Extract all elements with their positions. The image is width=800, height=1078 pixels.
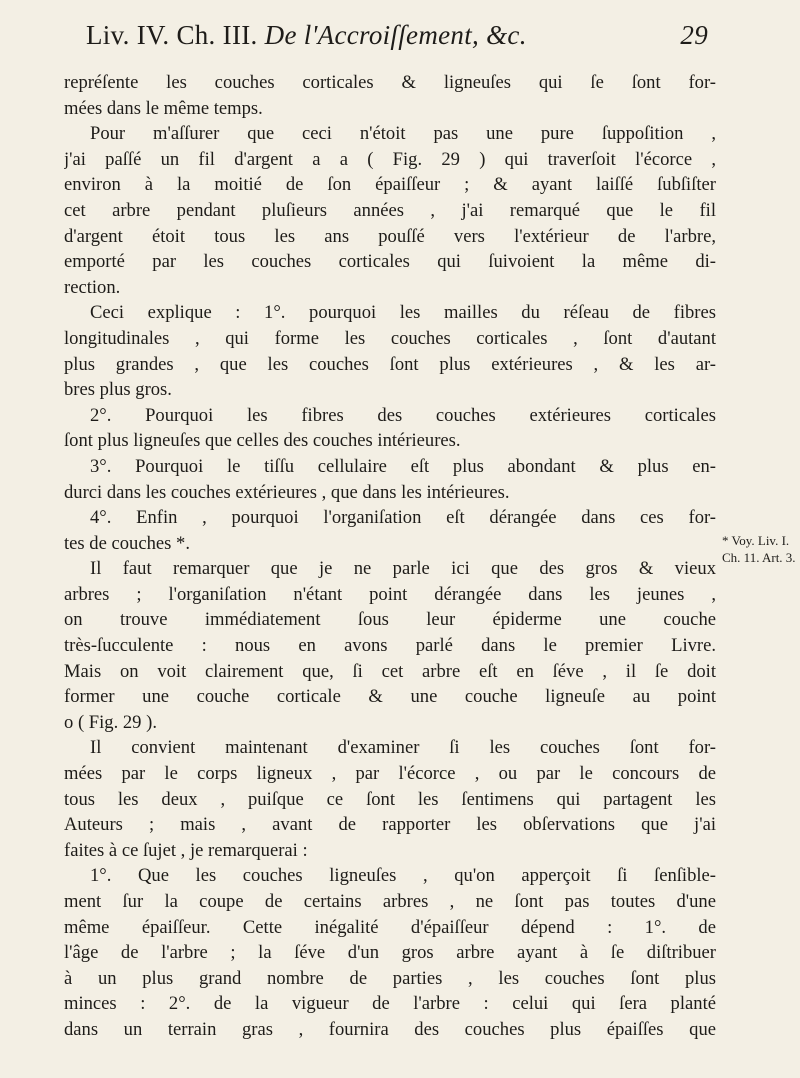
text-line: Pour m'aſſurer que ceci n'étoit pas une pure ſuppoſition , — [90, 123, 716, 145]
text-line: 3°. Pourquoi le tiſſu cellulaire eſt plus abondant & plus en- — [90, 455, 716, 477]
text-line: 4°. Enfin , pourquoi l'organiſation eſt dérangée dans ces for- — [90, 507, 716, 529]
text-line: environ à la moitié de ſon épaiſſeur ; & ayant laiſſé ſubſiſter — [64, 174, 716, 196]
margin-note — [722, 532, 800, 566]
margin-note-line: Ch. 11. Art. 3. — [722, 550, 796, 565]
text-line: 1°. Que les couches ligneuſes , qu'on apperçoit ſi ſenſible- — [90, 865, 716, 887]
page-number: 29 — [680, 20, 708, 50]
text-line: on trouve immédiatement ſous leur épiderme une couche — [64, 609, 716, 631]
text-line: mées par le corps ligneux , par l'écorce , ou par le concours de — [64, 763, 716, 785]
text-line: d'argent étoit tous les ans pouſſé vers l'extérieur de l'arbre, — [64, 225, 716, 247]
body-text — [64, 70, 716, 1043]
text-line: j'ai paſſé un fil d'argent a a ( Fig. 29 ) qui traverſoit l'écorce , — [64, 148, 716, 170]
text-line: Il convient maintenant d'examiner ſi les couches ſont for- — [90, 737, 716, 759]
text-line: très-ſucculente : nous en avons parlé dans le premier Livre. — [64, 635, 716, 657]
text-line: plus grandes , que les couches ſont plus extérieures , & les ar- — [64, 353, 716, 375]
text-line: même épaiſſeur. Cette inégalité d'épaiſſeur dépend : 1°. de — [64, 916, 716, 938]
text-line: dans un terrain gras , fournira des couches plus épaiſſes que — [64, 1018, 716, 1040]
text-line: arbres ; l'organiſation n'étant point dérangée dans les jeunes , — [64, 583, 716, 605]
text-line: mées dans le même temps. — [64, 97, 263, 119]
text-line: l'âge de l'arbre ; la ſéve d'un gros arbre ayant à ſe diſtribuer — [64, 942, 716, 964]
text-line: Mais on voit clairement que, ſi cet arbre eſt en ſéve , il ſe doit — [64, 660, 716, 682]
text-line: tous les deux , puiſque ce ſont les ſentimens qui partagent les — [64, 788, 716, 810]
text-line: bres plus gros. — [64, 379, 172, 401]
margin-note-line: * Voy. Liv. I. — [722, 533, 790, 548]
text-line: longitudinales , qui forme les couches corticales , ſont d'autant — [64, 327, 716, 349]
text-line: ſont plus ligneuſes que celles des couches intérieures. — [64, 430, 461, 452]
text-line: tes de couches *. — [64, 532, 190, 554]
text-line: emporté par les couches corticales qui ſuivoient la même di- — [64, 251, 716, 273]
text-line: à un plus grand nombre de parties , les couches ſont plus — [64, 967, 716, 989]
text-line: ment ſur la coupe de certains arbres , ne ſont pas toutes d'une — [64, 891, 716, 912]
text-line: Ceci explique : 1°. pourquoi les mailles du réſeau de fibres — [90, 302, 716, 324]
text-line: 2°. Pourquoi les fibres des couches extérieures corticales — [90, 404, 716, 426]
text-line: repréſente les couches corticales & ligneuſes qui ſe ſont for- — [64, 72, 716, 93]
text-line: Il faut remarquer que je ne parle ici que des gros & vieux — [90, 558, 716, 580]
header-chapter: Liv. IV. Ch. III. — [86, 20, 258, 50]
text-line: faites à ce ſujet , je remarquerai : — [64, 839, 308, 861]
text-line: durci dans les couches extérieures , que dans les intérieures. — [64, 481, 510, 503]
text-line: former une couche corticale & une couche ligneuſe au point — [64, 686, 716, 708]
text-line: Auteurs ; mais , avant de rapporter les obſervations que j'ai — [64, 814, 716, 836]
header-title: De l'Accroiſſement, &c. — [264, 20, 527, 50]
running-header — [86, 20, 706, 51]
text-line: o ( Fig. 29 ). — [64, 711, 157, 733]
text-line: minces : 2°. de la vigueur de l'arbre : celui qui ſera planté — [64, 993, 716, 1015]
text-line: cet arbre pendant pluſieurs années , j'ai remarqué que le fil — [64, 199, 716, 221]
text-line: rection. — [64, 276, 121, 298]
